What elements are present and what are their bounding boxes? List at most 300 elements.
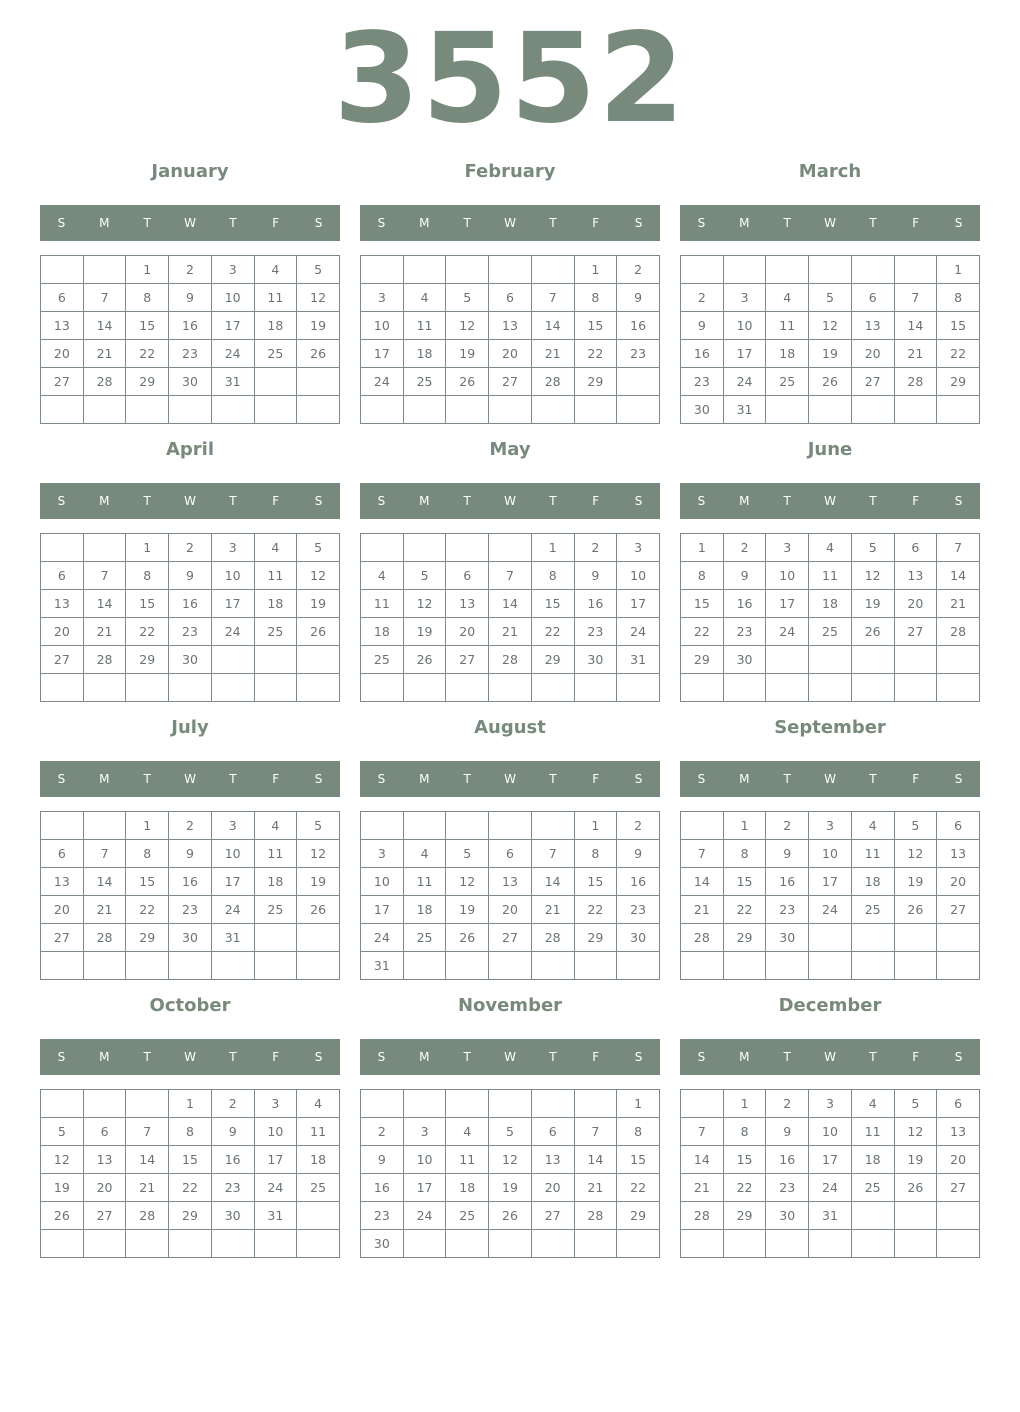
- day-cell: 25: [851, 1174, 894, 1202]
- day-cell: 14: [937, 562, 980, 590]
- day-cell: [489, 1230, 532, 1258]
- weekday-label: T: [463, 772, 471, 786]
- day-cell: 30: [766, 1202, 809, 1230]
- weekday-label: S: [954, 216, 963, 230]
- weekday-label: T: [549, 1050, 557, 1064]
- day-cell: 13: [489, 312, 532, 340]
- day-grid: [40, 811, 340, 980]
- day-cell: 5: [809, 284, 852, 312]
- day-cell: 4: [446, 1118, 489, 1146]
- weekday-label: S: [314, 772, 323, 786]
- day-cell: 20: [489, 896, 532, 924]
- weekday-label: T: [783, 494, 791, 508]
- day-cell: [446, 952, 489, 980]
- day-cell: [894, 396, 937, 424]
- day-cell: 22: [574, 896, 617, 924]
- week-row: [361, 868, 660, 896]
- weekday-label: W: [504, 494, 516, 508]
- day-cell: [297, 674, 340, 702]
- week-row: [361, 562, 660, 590]
- day-cell: 12: [297, 840, 340, 868]
- weekday-header: [40, 483, 340, 519]
- day-cell: 21: [531, 896, 574, 924]
- day-cell: 2: [681, 284, 724, 312]
- day-cell: 19: [41, 1174, 84, 1202]
- day-cell: 12: [809, 312, 852, 340]
- day-cell: 1: [681, 534, 724, 562]
- day-cell: [126, 1090, 169, 1118]
- day-cell: 13: [894, 562, 937, 590]
- day-cell: 30: [681, 396, 724, 424]
- day-cell: 13: [41, 312, 84, 340]
- day-cell: 11: [361, 590, 404, 618]
- day-cell: 16: [617, 312, 660, 340]
- day-cell: [361, 534, 404, 562]
- day-cell: [894, 256, 937, 284]
- day-cell: 6: [41, 284, 84, 312]
- day-cell: 22: [126, 340, 169, 368]
- day-cell: 29: [937, 368, 980, 396]
- day-cell: 11: [446, 1146, 489, 1174]
- day-cell: [211, 396, 254, 424]
- day-cell: [297, 924, 340, 952]
- day-cell: 10: [617, 562, 660, 590]
- day-cell: 29: [531, 646, 574, 674]
- day-cell: [531, 1230, 574, 1258]
- day-cell: [617, 368, 660, 396]
- week-row: [361, 924, 660, 952]
- day-cell: 22: [574, 340, 617, 368]
- day-cell: [254, 396, 297, 424]
- day-cell: 11: [766, 312, 809, 340]
- weekday-label: W: [504, 216, 516, 230]
- week-row: [681, 1146, 980, 1174]
- day-cell: 23: [574, 618, 617, 646]
- week-row: [681, 952, 980, 980]
- weekday-label: M: [739, 1050, 750, 1064]
- day-cell: [361, 674, 404, 702]
- day-cell: 3: [723, 284, 766, 312]
- weekday-label: W: [184, 1050, 196, 1064]
- day-cell: 3: [211, 256, 254, 284]
- day-cell: 16: [169, 868, 212, 896]
- day-cell: 20: [489, 340, 532, 368]
- day-cell: 27: [489, 924, 532, 952]
- day-cell: 9: [766, 1118, 809, 1146]
- day-cell: 25: [766, 368, 809, 396]
- day-cell: [809, 396, 852, 424]
- day-cell: 3: [211, 534, 254, 562]
- weekday-label: T: [229, 1050, 237, 1064]
- day-cell: 15: [574, 868, 617, 896]
- week-row: [41, 1174, 340, 1202]
- day-cell: 23: [169, 618, 212, 646]
- day-cell: 28: [489, 646, 532, 674]
- week-row: [361, 1174, 660, 1202]
- day-cell: 10: [361, 868, 404, 896]
- month-title: May: [489, 439, 531, 460]
- day-cell: 20: [83, 1174, 126, 1202]
- week-row: [41, 924, 340, 952]
- weekday-label: T: [143, 1050, 151, 1064]
- day-cell: [574, 674, 617, 702]
- week-row: [681, 1230, 980, 1258]
- day-cell: [766, 674, 809, 702]
- week-row: [681, 312, 980, 340]
- weekday-label: W: [824, 494, 836, 508]
- day-cell: [126, 952, 169, 980]
- day-cell: 31: [617, 646, 660, 674]
- day-cell: [489, 674, 532, 702]
- week-row: [681, 924, 980, 952]
- day-cell: 27: [41, 646, 84, 674]
- day-cell: 4: [254, 812, 297, 840]
- day-cell: 21: [531, 340, 574, 368]
- weekday-label: M: [99, 772, 110, 786]
- day-grid: [360, 533, 660, 702]
- day-cell: 7: [83, 840, 126, 868]
- weekday-label: F: [592, 494, 600, 508]
- day-cell: [211, 674, 254, 702]
- day-cell: 25: [254, 896, 297, 924]
- day-cell: 29: [617, 1202, 660, 1230]
- week-row: [41, 840, 340, 868]
- weekday-label: T: [783, 1050, 791, 1064]
- day-cell: [211, 952, 254, 980]
- day-cell: 23: [766, 1174, 809, 1202]
- day-cell: 23: [211, 1174, 254, 1202]
- day-cell: 7: [489, 562, 532, 590]
- weekday-label: S: [697, 1050, 706, 1064]
- day-cell: 20: [937, 1146, 980, 1174]
- day-cell: 17: [809, 868, 852, 896]
- day-cell: 10: [254, 1118, 297, 1146]
- day-cell: [574, 396, 617, 424]
- weekday-header: [680, 205, 980, 241]
- day-cell: [297, 646, 340, 674]
- weekday-label: T: [549, 216, 557, 230]
- day-cell: 6: [489, 840, 532, 868]
- weekday-label: T: [869, 494, 877, 508]
- day-cell: 20: [41, 340, 84, 368]
- day-cell: [403, 534, 446, 562]
- day-cell: 1: [937, 256, 980, 284]
- day-cell: 18: [297, 1146, 340, 1174]
- weekday-label: S: [634, 494, 643, 508]
- week-row: [361, 674, 660, 702]
- day-cell: 6: [851, 284, 894, 312]
- day-cell: 24: [766, 618, 809, 646]
- week-row: [681, 1118, 980, 1146]
- day-cell: 20: [937, 868, 980, 896]
- day-cell: 5: [446, 284, 489, 312]
- day-cell: 30: [211, 1202, 254, 1230]
- day-cell: 12: [446, 312, 489, 340]
- day-cell: [403, 1230, 446, 1258]
- day-cell: [809, 256, 852, 284]
- day-cell: 26: [297, 618, 340, 646]
- day-cell: 10: [361, 312, 404, 340]
- weekday-label: M: [99, 216, 110, 230]
- day-cell: 14: [531, 312, 574, 340]
- day-grid: [360, 1089, 660, 1258]
- week-row: [361, 590, 660, 618]
- day-cell: 2: [211, 1090, 254, 1118]
- weekday-label: S: [314, 216, 323, 230]
- calendar-year-title: 3552: [333, 7, 687, 151]
- day-cell: 24: [723, 368, 766, 396]
- day-cell: [211, 1230, 254, 1258]
- day-cell: [681, 952, 724, 980]
- day-cell: 13: [41, 590, 84, 618]
- day-cell: [681, 812, 724, 840]
- weekday-label: F: [272, 772, 280, 786]
- day-cell: [766, 256, 809, 284]
- day-cell: 11: [254, 840, 297, 868]
- day-cell: 2: [169, 812, 212, 840]
- week-row: [361, 1230, 660, 1258]
- day-cell: [894, 952, 937, 980]
- weekday-label: M: [739, 772, 750, 786]
- day-cell: 30: [617, 924, 660, 952]
- day-cell: 9: [723, 562, 766, 590]
- day-cell: 11: [809, 562, 852, 590]
- day-cell: 15: [617, 1146, 660, 1174]
- day-cell: 4: [297, 1090, 340, 1118]
- week-row: [361, 812, 660, 840]
- day-cell: [937, 952, 980, 980]
- weekday-header: [40, 1039, 340, 1075]
- day-cell: 8: [681, 562, 724, 590]
- day-cell: 30: [169, 646, 212, 674]
- day-cell: 8: [531, 562, 574, 590]
- weekday-label: S: [634, 772, 643, 786]
- day-cell: 23: [361, 1202, 404, 1230]
- day-cell: 28: [83, 924, 126, 952]
- day-cell: [894, 1230, 937, 1258]
- weekday-header: [40, 761, 340, 797]
- month-title: December: [778, 995, 882, 1016]
- day-cell: 21: [681, 1174, 724, 1202]
- day-cell: 15: [531, 590, 574, 618]
- month-title: November: [457, 995, 563, 1016]
- weekday-label: W: [504, 1050, 516, 1064]
- day-cell: 15: [126, 590, 169, 618]
- day-cell: [489, 812, 532, 840]
- weekday-label: W: [184, 772, 196, 786]
- day-cell: 12: [894, 1118, 937, 1146]
- day-cell: [403, 1090, 446, 1118]
- day-cell: 9: [766, 840, 809, 868]
- day-cell: [531, 674, 574, 702]
- day-cell: [297, 1202, 340, 1230]
- day-cell: 5: [851, 534, 894, 562]
- day-cell: 1: [531, 534, 574, 562]
- day-cell: 2: [169, 534, 212, 562]
- day-cell: 20: [851, 340, 894, 368]
- day-cell: 11: [254, 562, 297, 590]
- day-cell: 28: [681, 924, 724, 952]
- day-cell: 15: [937, 312, 980, 340]
- day-cell: 18: [254, 868, 297, 896]
- day-cell: 19: [851, 590, 894, 618]
- day-cell: 7: [937, 534, 980, 562]
- day-cell: 13: [937, 1118, 980, 1146]
- weekday-label: S: [954, 1050, 963, 1064]
- day-cell: 7: [126, 1118, 169, 1146]
- day-cell: [851, 646, 894, 674]
- day-cell: [894, 924, 937, 952]
- day-cell: 20: [41, 896, 84, 924]
- day-cell: 23: [169, 896, 212, 924]
- day-cell: 31: [211, 924, 254, 952]
- day-cell: [446, 396, 489, 424]
- day-cell: 6: [894, 534, 937, 562]
- day-cell: 17: [211, 590, 254, 618]
- day-cell: [809, 674, 852, 702]
- day-cell: 24: [361, 924, 404, 952]
- day-cell: 19: [809, 340, 852, 368]
- day-cell: 1: [169, 1090, 212, 1118]
- day-cell: 26: [446, 924, 489, 952]
- day-cell: 27: [41, 368, 84, 396]
- day-cell: 28: [937, 618, 980, 646]
- day-cell: 29: [126, 924, 169, 952]
- day-cell: 17: [254, 1146, 297, 1174]
- day-cell: 26: [297, 896, 340, 924]
- weekday-label: T: [229, 216, 237, 230]
- day-cell: 19: [446, 340, 489, 368]
- day-cell: 30: [766, 924, 809, 952]
- day-cell: 25: [446, 1202, 489, 1230]
- day-cell: [851, 924, 894, 952]
- day-cell: 23: [617, 340, 660, 368]
- day-cell: 28: [894, 368, 937, 396]
- day-cell: [894, 674, 937, 702]
- day-cell: 17: [403, 1174, 446, 1202]
- day-cell: [41, 674, 84, 702]
- week-row: [41, 312, 340, 340]
- week-row: [41, 1202, 340, 1230]
- weekday-header: [360, 1039, 660, 1075]
- day-cell: [211, 646, 254, 674]
- week-row: [41, 1090, 340, 1118]
- day-cell: 5: [297, 256, 340, 284]
- weekday-label: F: [592, 772, 600, 786]
- weekday-label: F: [272, 216, 280, 230]
- day-cell: 28: [531, 924, 574, 952]
- day-cell: 12: [403, 590, 446, 618]
- day-cell: 22: [531, 618, 574, 646]
- day-cell: 12: [41, 1146, 84, 1174]
- day-cell: [937, 924, 980, 952]
- day-cell: [254, 368, 297, 396]
- day-cell: 10: [403, 1146, 446, 1174]
- day-cell: 29: [126, 368, 169, 396]
- day-cell: [83, 256, 126, 284]
- day-cell: 23: [723, 618, 766, 646]
- day-cell: 10: [766, 562, 809, 590]
- day-cell: 15: [681, 590, 724, 618]
- week-row: [681, 868, 980, 896]
- day-cell: [446, 812, 489, 840]
- weekday-label: T: [549, 494, 557, 508]
- day-cell: 10: [211, 284, 254, 312]
- day-cell: 30: [169, 368, 212, 396]
- week-row: [41, 256, 340, 284]
- month-title: September: [774, 717, 886, 738]
- day-cell: 2: [574, 534, 617, 562]
- day-cell: [723, 674, 766, 702]
- week-row: [681, 1090, 980, 1118]
- day-cell: 5: [297, 534, 340, 562]
- day-cell: [169, 396, 212, 424]
- day-cell: [894, 1202, 937, 1230]
- weekday-label: T: [869, 216, 877, 230]
- day-cell: 8: [617, 1118, 660, 1146]
- day-cell: 23: [681, 368, 724, 396]
- day-cell: 19: [403, 618, 446, 646]
- day-cell: 14: [83, 868, 126, 896]
- day-cell: [446, 534, 489, 562]
- day-cell: 28: [126, 1202, 169, 1230]
- day-cell: 24: [809, 896, 852, 924]
- weekday-header: [360, 483, 660, 519]
- week-row: [361, 618, 660, 646]
- day-cell: 16: [574, 590, 617, 618]
- week-row: [361, 284, 660, 312]
- day-cell: 3: [403, 1118, 446, 1146]
- day-cell: 24: [254, 1174, 297, 1202]
- day-cell: 3: [766, 534, 809, 562]
- day-cell: 1: [723, 812, 766, 840]
- day-cell: [361, 256, 404, 284]
- day-cell: [254, 1230, 297, 1258]
- day-cell: 18: [766, 340, 809, 368]
- day-cell: 27: [83, 1202, 126, 1230]
- week-row: [41, 284, 340, 312]
- day-cell: 15: [574, 312, 617, 340]
- day-cell: 20: [531, 1174, 574, 1202]
- month-title: April: [165, 439, 215, 460]
- day-cell: [403, 396, 446, 424]
- day-cell: 6: [937, 812, 980, 840]
- weekday-label: T: [783, 772, 791, 786]
- day-cell: 8: [126, 284, 169, 312]
- weekday-label: S: [634, 1050, 643, 1064]
- day-cell: 2: [617, 812, 660, 840]
- weekday-label: T: [229, 772, 237, 786]
- week-row: [41, 1230, 340, 1258]
- day-cell: 15: [723, 1146, 766, 1174]
- day-cell: 24: [617, 618, 660, 646]
- day-cell: 19: [894, 1146, 937, 1174]
- day-cell: [169, 1230, 212, 1258]
- day-cell: [851, 1230, 894, 1258]
- day-cell: [254, 674, 297, 702]
- day-cell: 8: [169, 1118, 212, 1146]
- weekday-label: T: [143, 216, 151, 230]
- day-cell: 17: [766, 590, 809, 618]
- day-cell: [297, 952, 340, 980]
- day-cell: 18: [446, 1174, 489, 1202]
- month-title: February: [464, 161, 556, 182]
- day-cell: [809, 952, 852, 980]
- week-row: [361, 396, 660, 424]
- day-cell: 4: [851, 812, 894, 840]
- weekday-header: [360, 205, 660, 241]
- day-cell: 5: [489, 1118, 532, 1146]
